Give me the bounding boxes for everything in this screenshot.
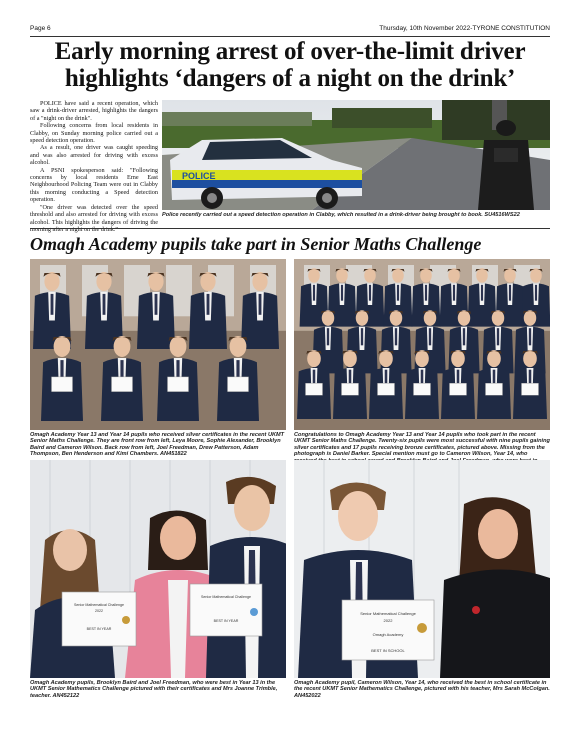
police-photo-caption: Police recently carried out a speed detection operation in Clabby, which resulted in a drink-driver being brought to book. SU4516WS22 [162,212,520,218]
cert-award: BEST IN SCHOOL [371,648,405,653]
story-body [30,100,158,233]
cert-year: 2022 [95,609,103,613]
best-in-school-caption: Omagh Academy pupil, Cameron Wilson, Year 14, who received the best in school certificate in the recent UKMT Senior Mathematics Challenge, pictured with his teacher, Mrs Sarah McColgan. AN452022 [294,680,550,699]
headline: Early morning arrest of over-the-limit driver highlights ‘dangers of a night on the drink’ [54,38,526,92]
story-paragraph: As a result, one driver was caught speeding and was also arrested for driving with excess alcohol. [30,144,158,167]
cert-title: Senior Mathematical Challenge [360,611,416,616]
dateline: Thursday, 10th November 2022-TYRONE CONSTITUTION [379,25,550,32]
cert-award: BEST IN YEAR [86,627,112,631]
story-paragraph: Following concerns from local residents in Clabby, on Sunday morning police carried out a speed detection operation. [30,122,158,145]
cert-year: 2022 [383,618,393,623]
best-in-school-photo [294,460,550,678]
page-header [30,22,550,37]
story-paragraph: "One driver was detected over the speed threshold and also arrested for driving with excess alcohol. This highlights the dangers of driving the morning after a night on the drink." [30,203,158,233]
story-paragraph: A PSNI spokesperson said: "Following concerns by local residents Erne East Neighbourhood Policing Team were out in Clabby this morning conducting a Speed detection operation. [30,166,158,204]
silver-group-photo [30,259,286,430]
full-group-caption: Congratulations to Omagh Academy Year 13 and Year 14 pupils who took part in the recent UKMT Senior Maths Challenge. Twenty-six pupils were most successful with nine pupils gaining silver certificates and 17 pupils receiving bronze certificates, pictured above. Missing from the photograph is Daniel Barker. Special mention must go to Cameron Wilson, Year 14, who [294,432,550,458]
cert-award: BEST IN YEAR [213,619,239,623]
page-number: Page 6 [30,25,51,32]
section-divider [30,228,550,229]
silver-group-caption: Omagh Academy Year 13 and Year 14 pupils who received silver certificates in the recent UKMT Senior Maths Challenge. They are front row from left, Leya Moore, Sophie Alexander, Brooklyn Baird and Cameron Wilson. Back row from left, Joel Freedman, Drew Patterson, Adam Thompson, Ben Henderson and Kimi Chambers. AN451822 [30,432,285,458]
cert-title: Senior Mathematical Challenge [74,603,124,607]
story-paragraph: POLICE have said a recent operation, which saw a drink-driver arrested, highlights the dangers of a "night on the drink". [30,100,158,122]
cert-school: Omagh Academy [372,632,404,637]
maths-subhead: Omagh Academy pupils take part in Senior Maths Challenge [30,234,482,254]
police-photo [162,100,550,210]
year13-best-caption: Omagh Academy pupils, Brooklyn Baird and Joel Freedman, who were best in Year 13 in the UKMT Senior Mathematics Challenge pictured with their certificates and Mrs Joanne Trimble, teacher. AN452122 [30,680,278,699]
cert-title: Senior Mathematical Challenge [201,595,251,599]
year13-best-photo [30,460,286,678]
full-group-photo [294,259,550,430]
police-car-text: POLICE [182,171,216,181]
